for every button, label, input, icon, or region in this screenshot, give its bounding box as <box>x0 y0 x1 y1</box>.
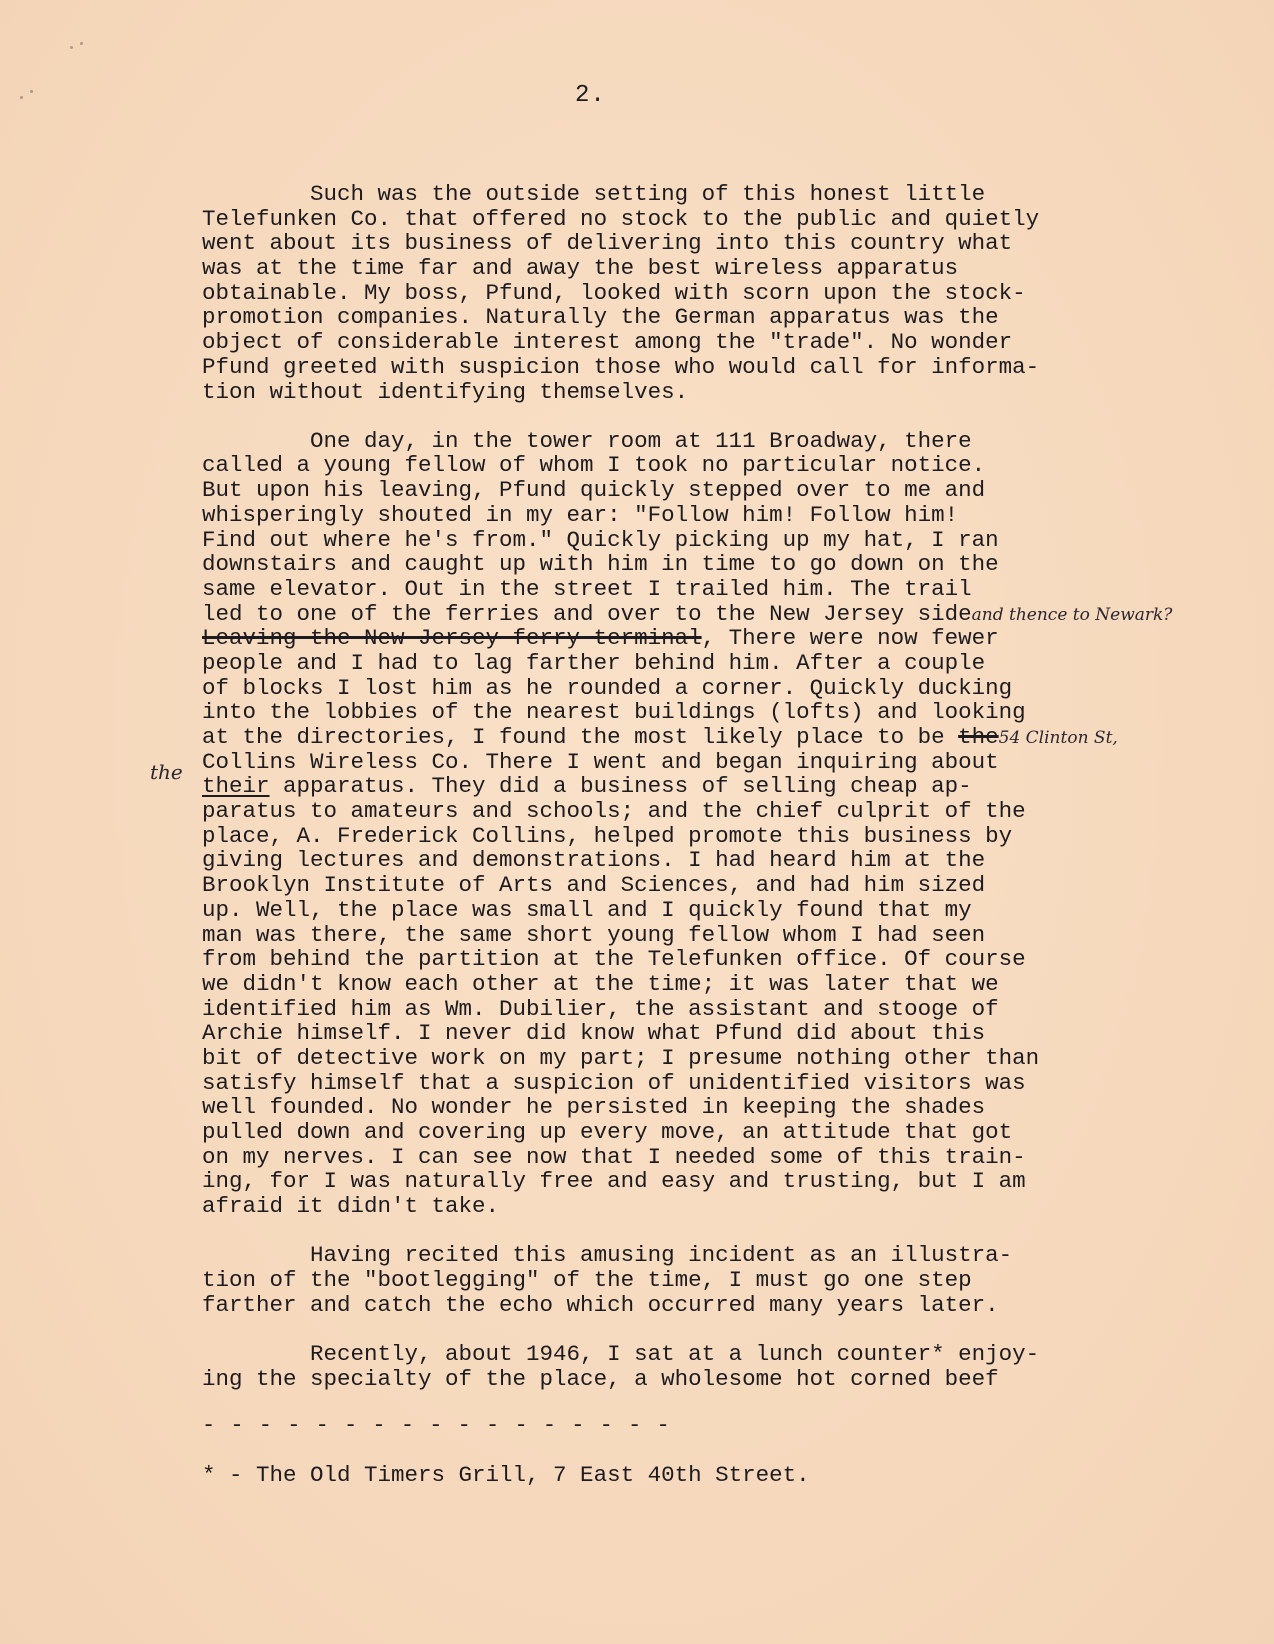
text-line: called a young fellow of whom I took no particular notice. <box>202 452 986 479</box>
paragraph-gap <box>202 1219 1202 1244</box>
footnote: * - The Old Timers Grill, 7 East 40th Street. <box>202 1462 810 1488</box>
text-line: Archie himself. I never did know what Pfund did about this <box>202 1020 986 1047</box>
text-line: identified him as Wm. Dubilier, the assistant and stooge of <box>202 995 999 1022</box>
text-line: Recently, about 1946, I sat at a lunch counter* enjoy- <box>202 1341 1040 1368</box>
page-number: 2. <box>575 82 606 109</box>
text-line: from behind the partition at the Telefunken office. Of course <box>202 946 1026 973</box>
text-line-ferries <box>202 602 1202 627</box>
text-line: Telefunken Co. that offered no stock to the public and quietly <box>202 205 1040 232</box>
text-line: up. Well, the place was small and I quickly found that my <box>202 896 972 923</box>
body-text <box>202 182 1202 1391</box>
struck-the: the <box>958 724 999 751</box>
their-line-rest: apparatus. They did a business of selling cheap ap- <box>269 773 972 800</box>
handwritten-newark-note: and thence to Newark? <box>971 604 1173 625</box>
underlined-their: their <box>202 773 270 800</box>
text-line: farther and catch the echo which occurred many years later. <box>202 1291 999 1318</box>
text-line: Such was the outside setting of this honest little <box>202 181 986 207</box>
text-line: Pfund greeted with suspicion those who would call for informa- <box>202 353 1040 380</box>
text-line: Find out where he's from." Quickly picking up my hat, I ran <box>202 526 999 553</box>
text-line: place, A. Frederick Collins, helped promote this business by <box>202 822 1013 849</box>
handwritten-clinton-note: 54 Clinton St, <box>998 728 1118 749</box>
text-line: ing the specialty of the place, a wholesome hot corned beef <box>202 1365 999 1392</box>
text-line: pulled down and covering up every move, an attitude that got <box>202 1119 1013 1146</box>
speck <box>80 42 83 45</box>
speck <box>70 46 73 49</box>
text-line: afraid it didn't take. <box>202 1193 500 1220</box>
paper-specks <box>14 40 114 120</box>
text-line: well founded. No wonder he persisted in keeping the shades <box>202 1094 986 1121</box>
text-line: Having recited this amusing incident as an illustra- <box>202 1242 1013 1269</box>
text-line: went about its business of delivering into this country what <box>202 230 1013 257</box>
margin-handwritten-the: the <box>150 760 183 784</box>
text-line: object of considerable interest among the "trade". No wonder <box>202 329 1013 356</box>
speck <box>30 90 33 93</box>
text-line: we didn't know each other at the time; it was later that we <box>202 970 999 997</box>
text-line: on my nerves. I can see now that I needed some of this train- <box>202 1143 1026 1170</box>
text-line-directories <box>202 725 1202 750</box>
text-line: giving lectures and demonstrations. I had heard him at the <box>202 847 986 874</box>
text-line: whisperingly shouted in my ear: "Follow him! Follow him! <box>202 501 959 528</box>
text-line: same elevator. Out in the street I trailed him. The trail <box>202 575 972 602</box>
paragraph-2-part-c <box>202 799 1202 1219</box>
paragraph-gap <box>202 1317 1202 1342</box>
paragraph-2-part-a <box>202 429 1202 602</box>
paragraph-2-part-b <box>202 651 1202 725</box>
text-line: ing, for I was naturally free and easy and trusting, but I am <box>202 1168 1026 1195</box>
paragraph-4 <box>202 1342 1202 1391</box>
text-line: was at the time far and away the best wireless apparatus <box>202 255 959 282</box>
text-line: satisfy himself that a suspicion of unidentified visitors was <box>202 1069 1026 1096</box>
text-line-struck <box>202 626 1202 651</box>
speck <box>20 96 23 99</box>
text-line: obtainable. My boss, Pfund, looked with scorn upon the stock- <box>202 279 1026 306</box>
text-line: downstairs and caught up with him in time to go down on the <box>202 551 999 578</box>
text-line: Brooklyn Institute of Arts and Sciences, and had him sized <box>202 872 986 899</box>
text-line: paratus to amateurs and schools; and the chief culprit of the <box>202 798 1026 825</box>
paragraph-gap <box>202 404 1202 429</box>
text-line: But upon his leaving, Pfund quickly stepped over to me and <box>202 477 986 504</box>
text-line: people and I had to lag farther behind him. After a couple <box>202 649 986 676</box>
directories-text: at the directories, I found the most likely place to be <box>202 724 959 751</box>
text-line: tion of the "bootlegging" of the time, I must go one step <box>202 1267 972 1294</box>
struck-line-rest: , There were now fewer <box>701 625 999 652</box>
text-line: tion without identifying themselves. <box>202 378 689 405</box>
text-line: bit of detective work on my part; I presume nothing other than <box>202 1044 1040 1071</box>
text-line: promotion companies. Naturally the German apparatus was the <box>202 304 999 331</box>
text-line: man was there, the same short young fellow whom I had seen <box>202 921 986 948</box>
text-line-collins: Collins Wireless Co. There I went and began inquiring about <box>202 748 999 775</box>
paragraph-1 <box>202 182 1202 404</box>
paragraph-3 <box>202 1243 1202 1317</box>
text-line: of blocks I lost him as he rounded a corner. Quickly ducking <box>202 674 1013 701</box>
text-line-their <box>202 774 1202 799</box>
text-line: One day, in the tower room at 111 Broadway, there <box>202 427 972 454</box>
struck-out-text: Leaving the New Jersey ferry terminal <box>202 625 702 652</box>
ferries-text: led to one of the ferries and over to the New Jersey side <box>202 600 972 627</box>
footnote-separator: - - - - - - - - - - - - - - - - - <box>202 1413 671 1438</box>
text-line: into the lobbies of the nearest buildings (lofts) and looking <box>202 699 1026 726</box>
